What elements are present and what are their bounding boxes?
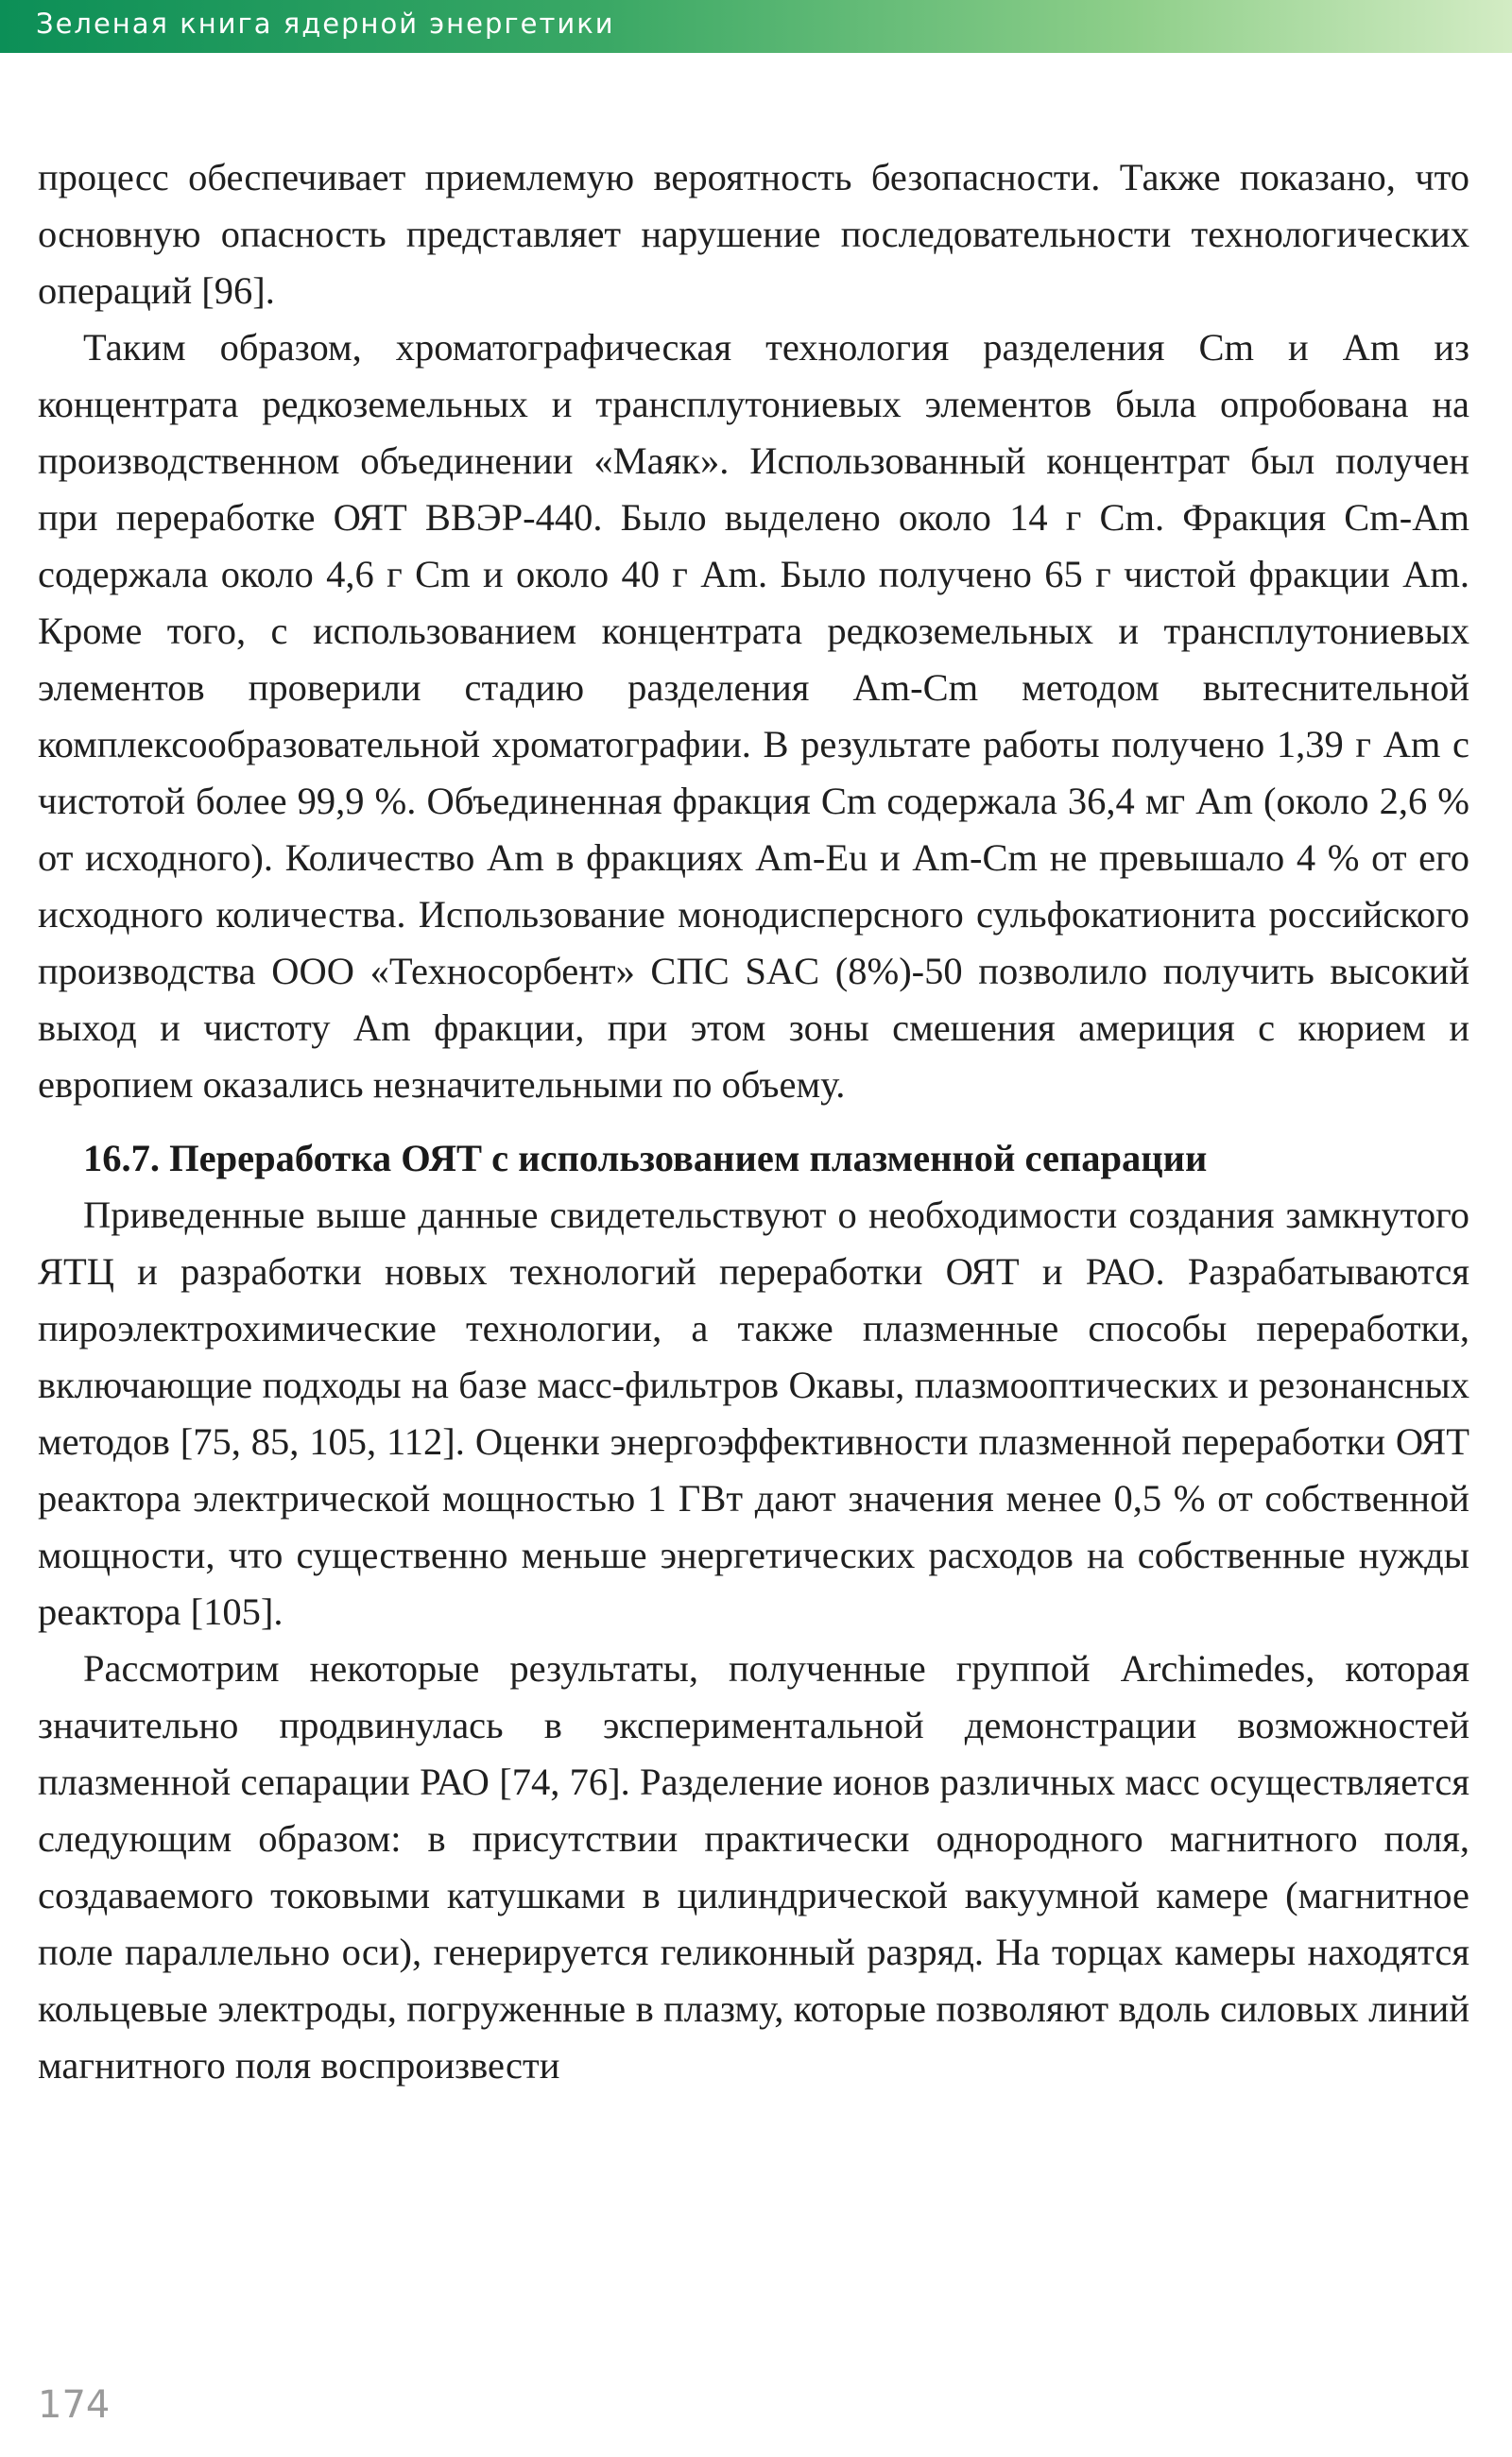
header-band — [0, 0, 1512, 53]
section-heading: 16.7. Переработка ОЯТ с использованием плазменной сепарации — [83, 1137, 1208, 1179]
running-header-title: Зеленая книга ядерной энергетики — [36, 8, 615, 40]
paragraph-chromatography: Таким образом, хроматографическая технология разделения Cm и Am из концентрата редкоземельных и трансплутониевых элементов была опробована на производственном объединении «Маяк». Использованный концентрат был получен при переработке ОЯТ ВВЭР-440. Было выделено около 14 г Cm. Фракция Cm-Am содержала около 4,6 г Cm и около 40 г Am. Было получено 65 г чистой фракции Am. Кроме того, с использованием концентрата редкоземельных и трансплутониевых элементов проверили стадию разделения Am-Cm методом вытеснительной комплексообразовательной хроматографии. В результате работы получено 1,39 г Am с чистотой более 99,9 %. Объединенная фракция Cm содержала 36,4 мг Am (около 2,6 % от исходного). Количество Am в фракциях Am-Eu и Am-Cm не превышало 4 % от его исходного количества. Использование монодисперсного сульфокатионита российского производства ООО «Техносорбент» СПС SAC (8%)-50 позволило получить высокий выход и чистоту Am фракции, при этом зоны смешения америция с кюрием и европием оказались незначительными по объему. — [38, 326, 1469, 1106]
page-number: 174 — [38, 2383, 111, 2427]
paragraph-continued: процесс обеспечивает приемлемую вероятность безопасности. Также показано, что основную опасность представляет нарушение последовательности технологических операций [96]. — [38, 156, 1469, 312]
paragraph-plasma-intro: Приведенные выше данные свидетельствуют о необходимости создания замкнутого ЯТЦ и разработки новых технологий переработки ОЯТ и РАО. Разрабатываются пироэлектрохимические технологии, а также плазменные способы переработки, включающие подходы на базе масс-фильтров Окавы, плазмооптических и резонансных методов [75, 85, 105, 112]. Оценки энергоэффективности плазменной переработки ОЯТ реактора электрической мощностью 1 ГВт дают значения менее 0,5 % от собственной мощности, что существенно меньше энергетических расходов на собственные нужды реактора [105]. — [38, 1194, 1469, 1633]
page-body — [38, 149, 1469, 2094]
paragraph-archimedes: Рассмотрим некоторые результаты, полученные группой Archimedes, которая значительно продвинулась в экспериментальной демонстрации возможностей плазменной сепарации РАО [74, 76]. Разделение ионов различных масс осуществляется следующим образом: в присутствии практически однородного магнитного поля, создаваемого токовыми катушками в цилиндрической вакуумной камере (магнитное поле параллельно оси), генерируется геликонный разряд. На торцах камеры находятся кольцевые электроды, погруженные в плазму, которые позволяют вдоль силовых линий магнитного поля воспроизвести — [38, 1647, 1469, 2087]
